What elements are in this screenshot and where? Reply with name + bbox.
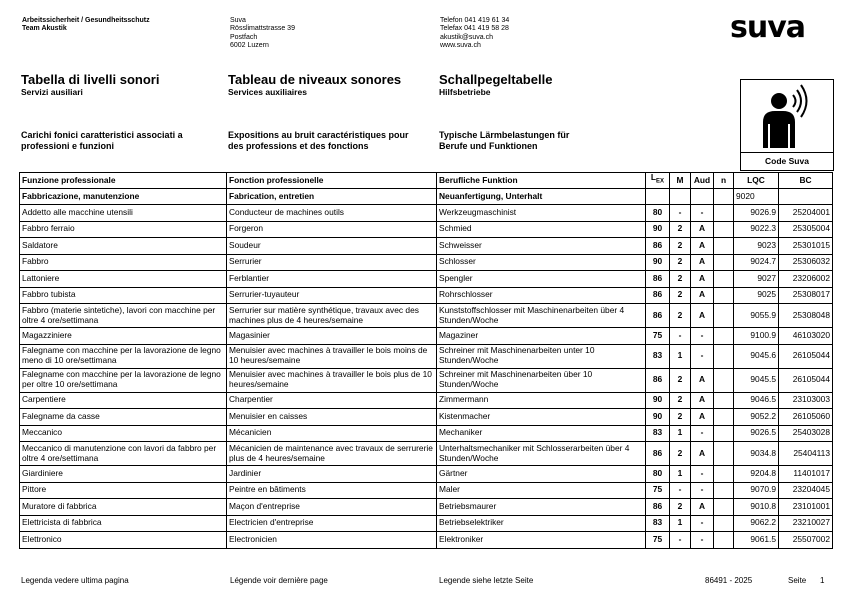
cell-n [714, 425, 734, 442]
cell-aud: - [691, 328, 714, 345]
cell-lqc: 9045.5 [734, 368, 779, 392]
cell-de: Zimmermann [437, 392, 646, 409]
cell-lqc: 9025 [734, 287, 779, 304]
cell-lqc: 9010.8 [734, 499, 779, 516]
footer-legend-it: Legenda vedere ultima pagina [21, 576, 129, 585]
email-link[interactable]: akustik@suva.ch [440, 33, 494, 41]
cell-aud: A [691, 442, 714, 466]
cell-bc: 25308048 [779, 304, 833, 328]
cell-lex: 83 [646, 425, 670, 442]
lex-symbol: L [650, 172, 657, 183]
cell-lex: 90 [646, 221, 670, 238]
cell-bc: 26105044 [779, 368, 833, 392]
cell-aud: - [691, 532, 714, 549]
col-header-lqc: LQC [734, 173, 779, 189]
cell-aud: A [691, 368, 714, 392]
table-row [20, 442, 833, 466]
cell-de: Unterhaltsmechaniker mit Schlosserarbeiten über 4 Stunden/Woche [437, 442, 646, 466]
cell-bc: 25404113 [779, 442, 833, 466]
cell-de: Schreiner mit Maschinenarbeiten unter 10 Stunden/Woche [437, 344, 646, 368]
footer-legend-de: Legende siehe letzte Seite [439, 576, 534, 585]
cell-n [714, 304, 734, 328]
cell-lex: 80 [646, 205, 670, 222]
page-label: Seite [788, 576, 807, 585]
cell-n [714, 221, 734, 238]
cell-it: Fabbro tubista [20, 287, 227, 304]
cell-de: Betriebselektriker [437, 515, 646, 532]
address-line: 6002 Luzern [230, 41, 269, 49]
table-row [20, 482, 833, 499]
cell-n [714, 532, 734, 549]
cell-aud: - [691, 205, 714, 222]
cell-de: Spengler [437, 271, 646, 288]
section-aud-cell [691, 189, 714, 205]
cell-de: Werkzeugmaschinist [437, 205, 646, 222]
cell-n [714, 482, 734, 499]
cell-n [714, 287, 734, 304]
cell-lex: 75 [646, 328, 670, 345]
address-line: Suva [230, 17, 246, 24]
cell-m: - [670, 532, 691, 549]
cell-n [714, 466, 734, 483]
cell-it: Magazziniere [20, 328, 227, 345]
cell-bc: 25204001 [779, 205, 833, 222]
cell-lex: 90 [646, 254, 670, 271]
cell-lex: 90 [646, 392, 670, 409]
cell-bc: 11401017 [779, 466, 833, 483]
section-bc-cell [779, 189, 833, 205]
cell-bc: 25308017 [779, 287, 833, 304]
cell-m: 2 [670, 221, 691, 238]
cell-de: Schlosser [437, 254, 646, 271]
cell-n [714, 368, 734, 392]
page-title-it: Tabella di livelli sonori [21, 72, 160, 87]
cell-fr: Serrurier sur matière synthétique, travaux avec des machines plus de 4 heures/semaine [227, 304, 437, 328]
footer-legend-fr: Légende voir dernière page [230, 576, 328, 585]
cell-it: Addetto alle macchine utensili [20, 205, 227, 222]
cell-fr: Menuisier en caisses [227, 409, 437, 426]
cell-it: Falegname con macchine per la lavorazione de legno meno di 10 ore/settimana [20, 344, 227, 368]
cell-m: 1 [670, 425, 691, 442]
contact-block [440, 17, 509, 50]
cell-fr: Serrurier-tuyauteur [227, 287, 437, 304]
cell-bc: 25305004 [779, 221, 833, 238]
cell-de: Mechaniker [437, 425, 646, 442]
cell-m: 2 [670, 271, 691, 288]
intro-it [21, 130, 183, 152]
section-it: Fabbricazione, manutenzione [20, 189, 227, 205]
noise-level-table [19, 172, 833, 549]
cell-de: Schweisser [437, 238, 646, 255]
cell-lqc: 9026.9 [734, 205, 779, 222]
cell-fr: Serrurier [227, 254, 437, 271]
intro-line: professioni e funzioni [21, 141, 115, 151]
cell-aud: A [691, 221, 714, 238]
table-row [20, 205, 833, 222]
noise-exposure-pictogram [740, 79, 834, 153]
cell-bc: 26105060 [779, 409, 833, 426]
cell-de: Betriebsmaurer [437, 499, 646, 516]
cell-it: Carpentiere [20, 392, 227, 409]
worker-noise-icon [741, 80, 833, 152]
cell-lex: 86 [646, 271, 670, 288]
title-de [439, 73, 639, 97]
cell-m: 1 [670, 466, 691, 483]
table-row [20, 238, 833, 255]
cell-aud: A [691, 304, 714, 328]
cell-aud: A [691, 271, 714, 288]
col-header-bc: BC [779, 173, 833, 189]
intro-line: Carichi fonici caratteristici associati a [21, 130, 183, 140]
title-it [21, 73, 226, 97]
table-row [20, 466, 833, 483]
cell-aud: A [691, 287, 714, 304]
cell-bc: 25507002 [779, 532, 833, 549]
phone: Telefon 041 419 61 34 [440, 17, 510, 24]
table-row [20, 499, 833, 516]
cell-m: 2 [670, 409, 691, 426]
cell-m: - [670, 205, 691, 222]
cell-lqc: 9055.9 [734, 304, 779, 328]
cell-n [714, 442, 734, 466]
intro-de [439, 130, 569, 152]
intro-line: des professions et des fonctions [228, 141, 369, 151]
cell-de: Kunststoffschlosser mit Maschinenarbeiten über 4 Stunden/Woche [437, 304, 646, 328]
cell-m: 2 [670, 499, 691, 516]
cell-aud: A [691, 392, 714, 409]
page-subtitle-de: Hilfsbetriebe [439, 87, 491, 97]
table-row [20, 532, 833, 549]
address-block [230, 17, 295, 50]
intro-fr [228, 130, 409, 152]
table-row [20, 271, 833, 288]
table-row [20, 368, 833, 392]
org-header [22, 17, 150, 34]
cell-m: - [670, 328, 691, 345]
col-header-m: M [670, 173, 691, 189]
cell-lqc: 9100.9 [734, 328, 779, 345]
cell-aud: A [691, 238, 714, 255]
table-header-row [20, 173, 833, 189]
cell-aud: - [691, 344, 714, 368]
col-header-it: Funzione professionale [20, 173, 227, 189]
cell-it: Falegname con macchine per la lavorazione de legno per oltre 10 ore/settimana [20, 368, 227, 392]
cell-bc: 23101001 [779, 499, 833, 516]
cell-it: Meccanico [20, 425, 227, 442]
cell-fr: Soudeur [227, 238, 437, 255]
section-lqc: 9020 [734, 189, 779, 205]
cell-fr: Maçon d'entreprise [227, 499, 437, 516]
cell-n [714, 205, 734, 222]
cell-bc: 25306032 [779, 254, 833, 271]
cell-fr: Forgeron [227, 221, 437, 238]
cell-m: 1 [670, 515, 691, 532]
cell-m: 2 [670, 368, 691, 392]
table-row [20, 304, 833, 328]
cell-aud: - [691, 425, 714, 442]
cell-de: Kistenmacher [437, 409, 646, 426]
cell-bc: 46103020 [779, 328, 833, 345]
cell-m: 2 [670, 392, 691, 409]
cell-it: Saldatore [20, 238, 227, 255]
col-header-aud: Aud [691, 173, 714, 189]
cell-m: - [670, 482, 691, 499]
cell-n [714, 344, 734, 368]
page-subtitle-fr: Services auxiliaires [228, 87, 307, 97]
suva-logo: suva [730, 10, 806, 45]
cell-lqc: 9027 [734, 271, 779, 288]
cell-fr: Jardinier [227, 466, 437, 483]
code-suva-label: Code Suva [740, 152, 834, 171]
org-line-2: Team Akustik [22, 25, 67, 33]
cell-m: 2 [670, 254, 691, 271]
cell-bc: 23206002 [779, 271, 833, 288]
cell-n [714, 409, 734, 426]
cell-aud: A [691, 254, 714, 271]
cell-aud: A [691, 499, 714, 516]
cell-it: Pittore [20, 482, 227, 499]
section-fr: Fabrication, entretien [227, 189, 437, 205]
section-row [20, 189, 833, 205]
cell-fr: Peintre en bâtiments [227, 482, 437, 499]
cell-de: Elektroniker [437, 532, 646, 549]
page-title-de: Schallpegeltabelle [439, 72, 553, 87]
cell-aud: - [691, 466, 714, 483]
cell-lqc: 9022.3 [734, 221, 779, 238]
cell-lex: 86 [646, 287, 670, 304]
cell-it: Lattoniere [20, 271, 227, 288]
cell-lqc: 9061.5 [734, 532, 779, 549]
cell-m: 2 [670, 442, 691, 466]
cell-it: Muratore di fabbrica [20, 499, 227, 516]
cell-lex: 86 [646, 442, 670, 466]
cell-lqc: 9045.6 [734, 344, 779, 368]
cell-lqc: 9070.9 [734, 482, 779, 499]
cell-lqc: 9024.7 [734, 254, 779, 271]
cell-fr: Mécanicien de maintenance avec travaux de serrurerie plus de 4 heures/semaine [227, 442, 437, 466]
cell-lex: 86 [646, 499, 670, 516]
cell-bc: 26105044 [779, 344, 833, 368]
cell-fr: Electricien d'entreprise [227, 515, 437, 532]
cell-lex: 83 [646, 344, 670, 368]
col-header-n: n [714, 173, 734, 189]
document-number: 86491 - 2025 [705, 576, 753, 585]
cell-lex: 86 [646, 304, 670, 328]
cell-aud: - [691, 515, 714, 532]
page-title-fr: Tableau de niveaux sonores [228, 72, 402, 87]
cell-lqc: 9046.5 [734, 392, 779, 409]
cell-lqc: 9204.8 [734, 466, 779, 483]
fax: Telefax 041 419 58 28 [440, 25, 509, 33]
cell-m: 2 [670, 238, 691, 255]
cell-lex: 80 [646, 466, 670, 483]
cell-fr: Magasinier [227, 328, 437, 345]
cell-lex: 83 [646, 515, 670, 532]
org-line-1: Arbeitssicherheit / Gesundheitsschutz [22, 17, 150, 24]
cell-de: Rohrschlosser [437, 287, 646, 304]
col-header-fr: Fonction professionelle [227, 173, 437, 189]
cell-it: Giardiniere [20, 466, 227, 483]
cell-lex: 86 [646, 238, 670, 255]
col-header-de: Berufliche Funktion [437, 173, 646, 189]
lex-subscript: EX [656, 179, 665, 186]
cell-n [714, 238, 734, 255]
cell-it: Elettricista di fabbrica [20, 515, 227, 532]
cell-fr: Electronicien [227, 532, 437, 549]
cell-lex: 86 [646, 368, 670, 392]
section-lex-cell [646, 189, 670, 205]
cell-n [714, 271, 734, 288]
table-row [20, 409, 833, 426]
cell-lex: 75 [646, 482, 670, 499]
cell-lqc: 9034.8 [734, 442, 779, 466]
intro-line: Expositions au bruit caractéristiques pour [228, 130, 409, 140]
cell-m: 1 [670, 344, 691, 368]
cell-bc: 25301015 [779, 238, 833, 255]
cell-it: Fabbro ferraio [20, 221, 227, 238]
cell-lqc: 9062.2 [734, 515, 779, 532]
cell-it: Falegname da casse [20, 409, 227, 426]
table-row [20, 515, 833, 532]
cell-fr: Menuisier avec machines à travailler le bois plus de 10 heures/semaine [227, 368, 437, 392]
cell-lex: 90 [646, 409, 670, 426]
website-link[interactable]: www.suva.ch [440, 41, 481, 49]
cell-bc: 25403028 [779, 425, 833, 442]
cell-it: Meccanico di manutenzione con lavori da fabbro per oltre 4 ore/settimana [20, 442, 227, 466]
table-row [20, 287, 833, 304]
cell-de: Maler [437, 482, 646, 499]
cell-de: Magaziner [437, 328, 646, 345]
section-n-cell [714, 189, 734, 205]
intro-line: Berufe und Funktionen [439, 141, 538, 151]
cell-fr: Ferblantier [227, 271, 437, 288]
cell-fr: Mécanicien [227, 425, 437, 442]
section-m-cell [670, 189, 691, 205]
cell-fr: Conducteur de machines outils [227, 205, 437, 222]
cell-lqc: 9023 [734, 238, 779, 255]
section-de: Neuanfertigung, Unterhalt [437, 189, 646, 205]
cell-aud: - [691, 482, 714, 499]
cell-lex: 75 [646, 532, 670, 549]
table-row [20, 392, 833, 409]
page-subtitle-it: Servizi ausiliari [21, 87, 83, 97]
intro-line: Typische Lärmbelastungen für [439, 130, 570, 140]
page-number: 1 [820, 576, 825, 585]
table-row [20, 344, 833, 368]
address-line: Postfach [230, 33, 258, 41]
cell-n [714, 392, 734, 409]
cell-n [714, 499, 734, 516]
address-line: Rösslimattstrasse 39 [230, 25, 295, 33]
cell-fr: Charpentier [227, 392, 437, 409]
cell-bc: 23204045 [779, 482, 833, 499]
cell-lqc: 9026.5 [734, 425, 779, 442]
cell-n [714, 328, 734, 345]
cell-m: 2 [670, 304, 691, 328]
cell-bc: 23210027 [779, 515, 833, 532]
table-row [20, 328, 833, 345]
table-row [20, 221, 833, 238]
cell-de: Schreiner mit Maschinenarbeiten über 10 Stunden/Woche [437, 368, 646, 392]
cell-it: Elettronico [20, 532, 227, 549]
title-fr [228, 73, 438, 97]
cell-n [714, 254, 734, 271]
cell-aud: A [691, 409, 714, 426]
cell-lqc: 9052.2 [734, 409, 779, 426]
cell-n [714, 515, 734, 532]
cell-bc: 23103003 [779, 392, 833, 409]
cell-de: Schmied [437, 221, 646, 238]
cell-it: Fabbro [20, 254, 227, 271]
cell-it: Fabbro (materie sintetiche), lavori con macchine per oltre 4 ore/settimana [20, 304, 227, 328]
cell-fr: Menuisier avec machines à travailler le bois moins de 10 heures/semaine [227, 344, 437, 368]
cell-m: 2 [670, 287, 691, 304]
table-row [20, 425, 833, 442]
col-header-lex [646, 173, 670, 189]
table-row [20, 254, 833, 271]
cell-de: Gärtner [437, 466, 646, 483]
